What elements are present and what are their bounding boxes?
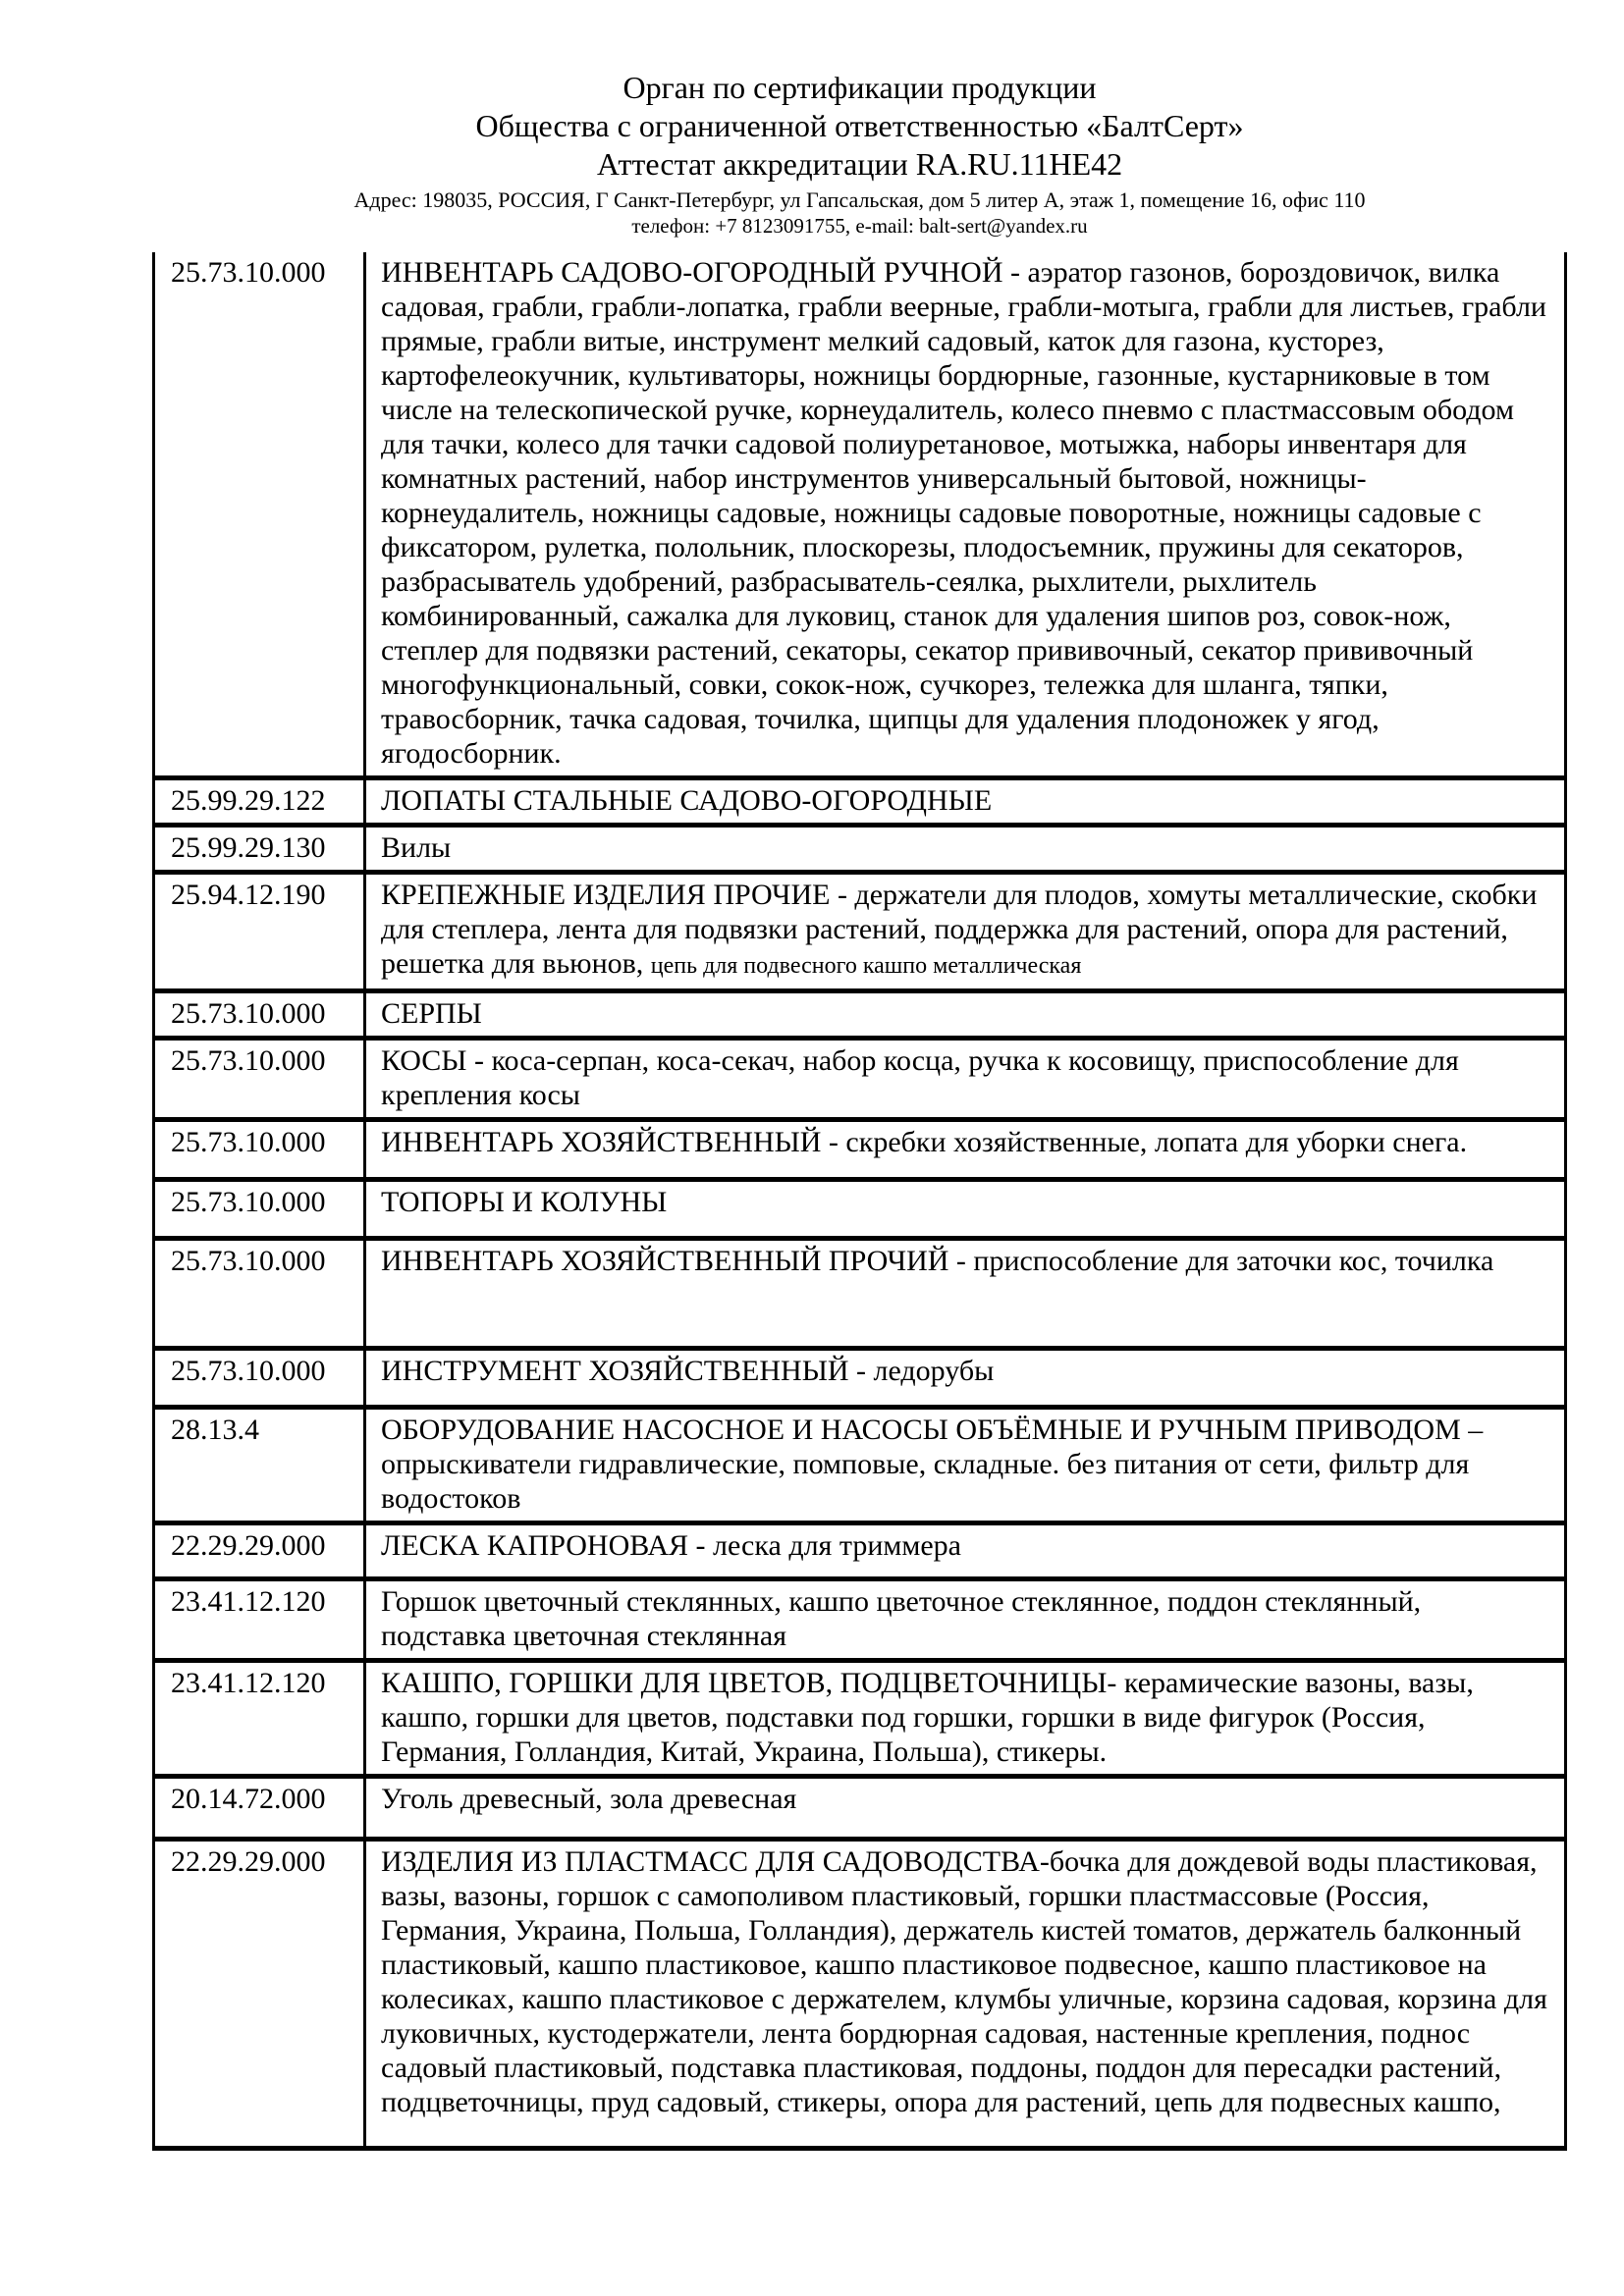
description-segment: КАШПО, ГОРШКИ ДЛЯ ЦВЕТОВ, ПОДЦВЕТОЧНИЦЫ- керамические вазоны, вазы, кашпо, горшки для цветов, подставки под горшки, горшки в виде фигурок (Россия, Германия, Голландия, Китай, Украина, Польша), стикеры. (381, 1667, 1474, 1768)
table-row (155, 252, 1564, 780)
product-description-cell (366, 1351, 1564, 1405)
org-title-line: Орган по сертификации продукции (623, 70, 1097, 105)
product-code-cell: 22.29.29.000 (155, 1842, 366, 2146)
table-row (155, 1581, 1564, 1663)
description-segment: ЛЕСКА КАПРОНОВАЯ - леска для триммера (381, 1529, 961, 1562)
product-description-cell (366, 1842, 1564, 2146)
product-description-cell (366, 780, 1564, 823)
product-code-cell: 28.13.4 (155, 1410, 366, 1521)
product-description-cell (366, 1663, 1564, 1774)
product-code-cell: 25.73.10.000 (155, 1041, 366, 1117)
description-segment: Горшок цветочный стеклянных, кашпо цветочное стеклянное, поддон стеклянный, подставка цветочная стеклянная (381, 1585, 1422, 1652)
org-contact: телефон: +7 8123091755, e-mail: balt-sert@yandex.ru (631, 214, 1088, 238)
product-code-cell: 25.73.10.000 (155, 252, 366, 775)
description-segment: Вилы (381, 831, 452, 864)
table-row (155, 828, 1564, 875)
description-segment: ИНВЕНТАРЬ САДОВО-ОГОРОДНЫЙ РУЧНОЙ - аэратор газонов, бороздовичок, вилка садовая, грабли, грабли-лопатка, грабли веерные, грабли-мотыга, грабли для листьев, грабли прямые, грабли витые, инструмент мелкий садовый, каток для газона, кусторез, картофелеокучник, культиваторы, ножницы бордюрные, газонные, кустарниковые в том числе на телескопической ручке, корнеудалитель, колесо пневмо с пластмассовым ободом для тачки, колесо для тачки садовой полиуретановое, мотыжка, наборы инвентаря для комнатных растений, набор инструментов универсальный бытовой, ножницы-корнеудалитель, ножницы садовые, ножницы садовые поворотные, ножницы садовые с фиксатором, рулетка, полольник, плоскорезы, плодосъемник, пружины для секаторов, разбрасыватель удобрений, разбрасыватель-сеялка, рыхлители, рыхлитель комбинированный, сажалка для луковиц, станок для удаления шипов роз, совок-нож, степлер для подвязки растений, секаторы, секатор прививочный, секатор прививочный многофункциональный, совки, сокок-нож, сучкорез, тележка для шланга, тяпки, травосборник, тачка садовая, точилка, щипцы для удаления плодоножек у ягод, ягодосборник. (381, 256, 1546, 770)
table-row (155, 1663, 1564, 1779)
product-code-cell: 25.73.10.000 (155, 1241, 366, 1346)
product-description-cell (366, 252, 1564, 775)
product-code-cell: 25.94.12.190 (155, 875, 366, 988)
org-address: Адрес: 198035, РОССИЯ, Г Санкт-Петербург, ул Гапсальская, дом 5 литер А, этаж 1, помещение 16, офис 110 (353, 187, 1366, 212)
product-description-cell (366, 1525, 1564, 1576)
description-segment: ИНВЕНТАРЬ ХОЗЯЙСТВЕННЫЙ - скребки хозяйственные, лопата для уборки снега. (381, 1126, 1468, 1158)
org-name-line: Общества с ограниченной ответственностью «БалтСерт» (475, 108, 1244, 143)
table-row (155, 875, 1564, 993)
description-segment: ИНСТРУМЕНТ ХОЗЯЙСТВЕННЫЙ - ледорубы (381, 1355, 995, 1387)
product-description-cell (366, 1182, 1564, 1236)
table-row (155, 780, 1564, 828)
description-segment: Уголь древесный, зола древесная (381, 1783, 797, 1815)
description-segment: ОБОРУДОВАНИЕ НАСОСНОЕ И НАСОСЫ ОБЪЁМНЫЕ И РУЧНЫМ ПРИВОДОМ – опрыскиватели гидравлические, помповые, складные. без питания от сети, фильтр для водостоков (381, 1414, 1484, 1515)
product-description-cell (366, 828, 1564, 870)
table-row (155, 1842, 1564, 2146)
product-description-cell (366, 1122, 1564, 1177)
table-row (155, 1122, 1564, 1182)
table-row (155, 1182, 1564, 1241)
product-codes-table (152, 252, 1567, 2151)
description-segment: ТОПОРЫ И КОЛУНЫ (381, 1186, 668, 1218)
product-code-cell: 25.73.10.000 (155, 1122, 366, 1177)
description-segment: ИЗДЕЛИЯ ИЗ ПЛАСТМАСС ДЛЯ САДОВОДСТВА-бочка для дождевой воды пластиковая, вазы, вазоны, горшок с самополивом пластиковый, горшки пластмассовые (Россия, Германия, Украина, Польша, Голландия), держатель кистей томатов, держатель балконный пластиковый, кашпо пластиковое, кашпо пластиковое подвесное, кашпо пластиковое на колесиках, кашпо пластиковое с держателем, клумбы уличные, корзина садовая, корзина для луковичных, кустодержатели, лента бордюрная садовая, настенные крепления, поднос садовый пластиковый, подставка пластиковая, поддоны, поддон для пересадки растений, подцветочницы, пруд садовый, стикеры, опора для растений, цепь для подвесных кашпо, (381, 1845, 1547, 2118)
table-row (155, 1041, 1564, 1122)
product-description-cell (366, 1241, 1564, 1346)
description-segment: КРЕПЕЖНЫЕ ИЗДЕЛИЯ ПРОЧИЕ - держатели для плодов, хомуты металлические, скобки для степлера, лента для подвязки растений, поддержка для растений, опора для растений, решетка для вьюнов, (381, 879, 1538, 980)
description-segment: КОСЫ - коса-серпан, коса-секач, набор косца, ручка к косовищу, приспособление для крепления косы (381, 1044, 1459, 1111)
product-description-cell (366, 1410, 1564, 1521)
table-row (155, 993, 1564, 1041)
product-code-cell: 23.41.12.120 (155, 1581, 366, 1658)
product-code-cell: 25.73.10.000 (155, 993, 366, 1036)
product-description-cell (366, 1581, 1564, 1658)
document-header (152, 0, 1567, 239)
description-segment: ИНВЕНТАРЬ ХОЗЯЙСТВЕННЫЙ ПРОЧИЙ - приспособление для заточки кос, точилка (381, 1245, 1494, 1277)
product-code-cell: 25.73.10.000 (155, 1351, 366, 1405)
product-description-cell (366, 1779, 1564, 1837)
accreditation-number-line: Аттестат аккредитации RA.RU.11НЕ42 (596, 146, 1123, 182)
product-code-cell: 25.99.29.130 (155, 828, 366, 870)
product-code-cell: 22.29.29.000 (155, 1525, 366, 1576)
product-code-cell: 20.14.72.000 (155, 1779, 366, 1837)
product-description-cell (366, 993, 1564, 1036)
table-row (155, 1241, 1564, 1351)
table-row (155, 1351, 1564, 1410)
table-row (155, 1410, 1564, 1525)
description-segment-small: цепь для подвесного кашпо металлическая (650, 953, 1082, 979)
description-segment: СЕРПЫ (381, 997, 482, 1030)
product-code-cell: 25.99.29.122 (155, 780, 366, 823)
description-segment: ЛОПАТЫ СТАЛЬНЫЕ САДОВО-ОГОРОДНЫЕ (381, 784, 993, 817)
product-code-cell: 25.73.10.000 (155, 1182, 366, 1236)
table-row (155, 1525, 1564, 1581)
product-description-cell (366, 875, 1564, 988)
product-description-cell (366, 1041, 1564, 1117)
table-row (155, 1779, 1564, 1842)
product-code-cell: 23.41.12.120 (155, 1663, 366, 1774)
